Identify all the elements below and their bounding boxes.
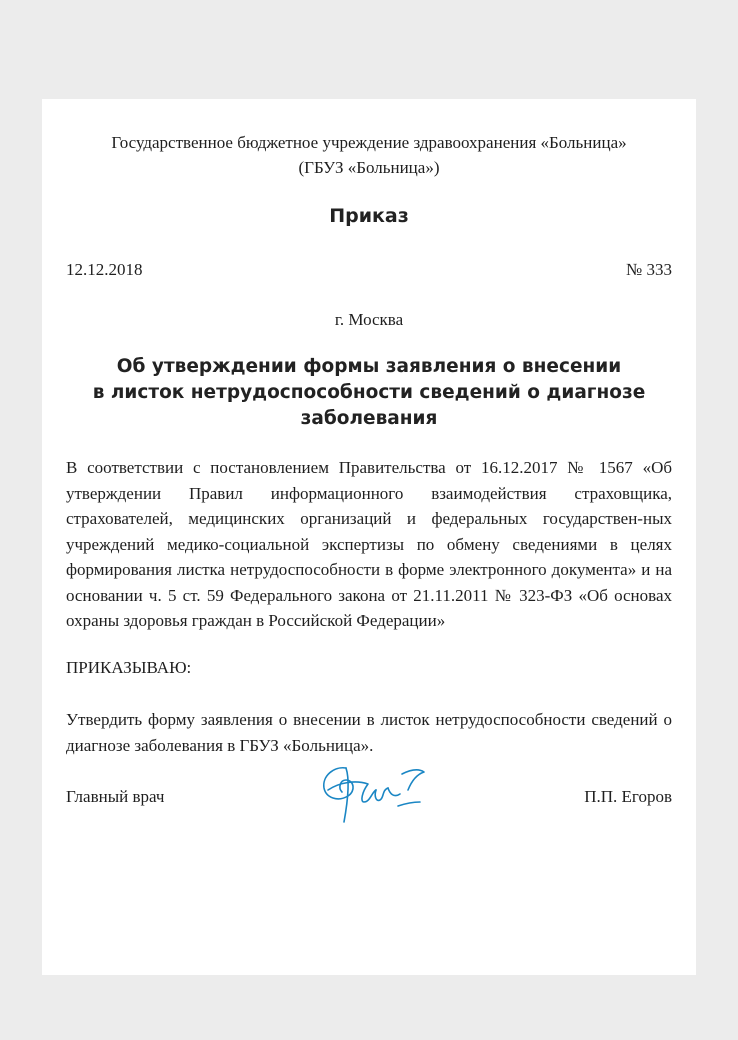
- preamble-paragraph: В соответствии с постановлением Правительства от 16.12.2017 № 1567 «Об утверждении Правил информационного взаимодействия страховщика, страхователей, медицинских организаций и федеральных государствен-ных учреждений медико-социальной экспертизы по обмену сведениями в целях формирования листка нетрудоспособности в форме электронного документа» и на основании ч. 5 ст. 59 Федерального закона от 21.11.2011 № 323-ФЗ «Об основах охраны здоровья граждан в Российской Федерации»: [66, 458, 672, 630]
- heading-line: заболевания: [300, 408, 438, 429]
- document-heading: [90, 354, 648, 432]
- heading-line: в листок нетрудоспособности сведений о диагнозе: [92, 382, 646, 403]
- signer-name: П.П. Егоров: [584, 787, 672, 806]
- document-city: г. Москва: [334, 310, 404, 329]
- organization-short-name: (ГБУЗ «Больница»): [298, 158, 440, 177]
- order-keyword: ПРИКАЗЫВАЮ:: [66, 658, 192, 677]
- signer-position: Главный врач: [66, 787, 165, 806]
- document-date: 12.12.2018: [66, 260, 143, 279]
- organization-header: [0, 130, 738, 180]
- document-number: № 333: [626, 260, 672, 279]
- order-paragraph: Утвердить форму заявления о внесении в листок нетрудоспособности сведений о диагнозе заболевания в ГБУЗ «Больница».: [66, 710, 672, 755]
- document-type-title: Приказ: [329, 205, 409, 227]
- heading-line: Об утверждении формы заявления о внесении: [116, 356, 622, 377]
- signature-icon: [316, 762, 428, 828]
- organization-full-name: Государственное бюджетное учреждение здравоохранения «Больница»: [111, 133, 627, 152]
